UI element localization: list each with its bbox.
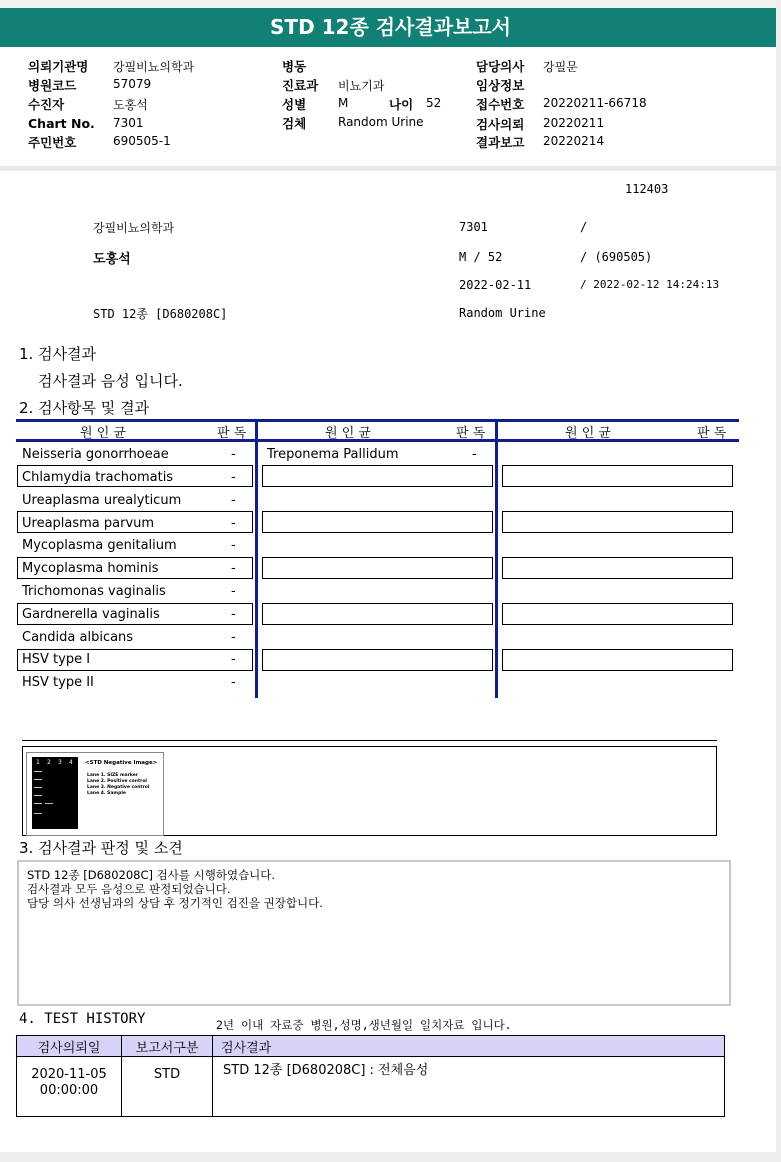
value-age: 52 [426,96,442,110]
organism-name: Trichomonas vaginalis [22,584,166,599]
top-strip [0,0,781,8]
header-result-3: 판 독 [697,426,727,441]
doc-test: STD 12종 [D680208C] [93,307,228,321]
doc-birth: / (690505) [580,250,653,264]
label-doctor: 담당의사 [476,59,525,74]
value-receipt-no: 20220211-66718 [543,96,647,110]
header-organism-2: 원 인 균 [325,426,371,441]
label-report-date: 결과보고 [476,135,525,150]
gel-image [26,752,164,836]
row-box [262,649,493,671]
organism-name: Candida albicans [22,630,134,645]
organism-result: - [231,584,236,599]
organism-result: - [231,630,236,645]
history-col-date: 검사의뢰일 [17,1036,122,1057]
label-age: 나이 [389,97,414,112]
table-row [17,1057,725,1117]
organism-name: HSV type I [22,652,91,667]
doc-sex-age: M / 52 [459,250,503,264]
doc-chart: 7301 [459,220,488,234]
gel-title: <STD Negative Image> [85,760,158,766]
organism-name: Treponema Pallidum [267,447,399,462]
image-top-rule [22,740,717,741]
row-box [502,465,733,487]
opinion-line: 담당 의사 선생님과의 상담 후 정기적인 검진을 권장합니다. [27,896,323,910]
history-type: STD [122,1057,213,1117]
opinion-line: 검사결과 모두 음성으로 판정되었습니다. [27,882,231,896]
bottom-strip [0,1152,781,1162]
history-note: 2년 이내 자료중 병원,성명,생년월일 일치자료 입니다. [216,1018,512,1032]
lane-number: 4 [69,759,73,766]
history-date: 2020-11-05 [31,1067,107,1082]
label-resident-no: 주민번호 [28,135,77,150]
value-specimen: Random Urine [338,115,424,129]
value-sex: M [338,96,349,110]
row-box [262,603,493,625]
organism-result: - [231,516,236,531]
organism-name: HSV type II [22,675,94,690]
organism-result: - [231,675,236,690]
header-result-2: 판 독 [456,426,486,441]
column-divider-1 [255,419,258,698]
doc-slash: / [580,220,588,234]
organism-result: - [472,447,477,462]
value-department: 비뇨기과 [338,79,385,93]
gel-photo [32,757,78,829]
label-sex: 성별 [282,97,307,112]
label-specimen: 검체 [282,116,307,131]
value-hospital-code: 57079 [113,77,152,91]
header-divider [0,166,781,171]
lane-number: 1 [36,759,40,766]
organism-name: Neisseria gonorrhoeae [22,447,169,462]
history-col-type: 보고서구분 [122,1036,213,1057]
value-chart-no: 7301 [113,116,144,130]
value-resident-no: 690505-1 [113,134,171,148]
gel-band [34,787,42,788]
section1-heading: 1. 검사결과 [19,345,97,363]
label-department: 진료과 [282,78,319,93]
value-patient: 도홍석 [113,98,148,112]
label-hospital-code: 병원코드 [28,78,77,93]
opinion-box [17,860,731,1006]
row-box [262,465,493,487]
doc-report-time: / 2022-02-12 14:24:13 [580,278,720,291]
organism-result: - [231,561,236,576]
gel-legend: Lane 4. Sample [87,791,126,796]
label-patient: 수진자 [28,97,65,112]
history-col-result: 검사결과 [213,1036,725,1057]
header-organism-1: 원 인 균 [80,426,126,441]
organism-result: - [231,607,236,622]
gel-band [34,803,42,804]
doc-patient: 도홍석 [93,252,131,267]
organism-name: Gardnerella vaginalis [22,607,160,622]
label-request-date: 검사의뢰 [476,117,525,132]
organism-result: - [231,652,236,667]
gel-band [34,779,42,780]
organism-name: Ureaplasma urealyticum [22,493,182,508]
gel-legend: Lane 2. Positive control [87,779,147,784]
doc-clinic: 강필비뇨의학과 [93,221,175,235]
history-date-cell [17,1057,122,1117]
gel-band [34,813,42,814]
organism-result: - [231,538,236,553]
label-ward: 병동 [282,59,307,74]
gel-band [34,795,42,796]
doc-number: 112403 [625,182,669,196]
header-organism-3: 원 인 균 [565,426,611,441]
value-request-date: 20220211 [543,116,605,130]
history-time: 00:00:00 [39,1083,99,1098]
gel-legend: Lane 1. SIZE marker [87,773,139,778]
column-divider-2 [495,419,498,698]
history-result: STD 12종 [D680208C] : 전체음성 [213,1057,725,1117]
section2-heading: 2. 검사항목 및 결과 [19,399,150,417]
organism-name: Mycoplasma genitalium [22,538,177,553]
header-result-1: 판 독 [217,426,247,441]
label-chart-no: Chart No. [28,116,95,131]
result-summary: 검사결과 음성 입니다. [38,372,183,390]
lane-number: 2 [47,759,51,766]
gel-band [45,803,53,804]
label-clinic: 의뢰기관명 [28,59,89,74]
lane-number: 3 [58,759,62,766]
value-report-date: 20220214 [543,134,605,148]
doc-specimen: Random Urine [459,306,546,320]
organism-result: - [231,493,236,508]
organism-result: - [231,470,236,485]
organism-name: Mycoplasma hominis [22,561,159,576]
label-clinical-info: 임상정보 [476,78,525,93]
section3-heading: 3. 검사결과 판정 및 소견 [19,839,183,857]
row-box [262,511,493,533]
row-box [502,649,733,671]
section4-heading: 4. TEST HISTORY [19,1011,146,1027]
doc-request-date: 2022-02-11 [459,278,532,292]
gel-legend: Lane 3. Negative control [87,785,150,790]
label-receipt-no: 접수번호 [476,97,525,112]
gel-band [34,771,42,772]
organism-result: - [231,447,236,462]
row-box [502,511,733,533]
row-box [262,557,493,579]
scroll-gutter [776,0,781,1162]
organism-name: Chlamydia trachomatis [22,470,174,485]
opinion-line: STD 12종 [D680208C] 검사를 시행하였습니다. [27,868,276,882]
history-table [16,1035,725,1117]
report-title: STD 12종 검사결과보고서 [0,8,781,47]
value-clinic: 강필비뇨의학과 [113,60,195,74]
row-box [502,557,733,579]
organism-name: Ureaplasma parvum [22,516,155,531]
value-doctor: 강필문 [543,60,578,74]
row-box [502,603,733,625]
